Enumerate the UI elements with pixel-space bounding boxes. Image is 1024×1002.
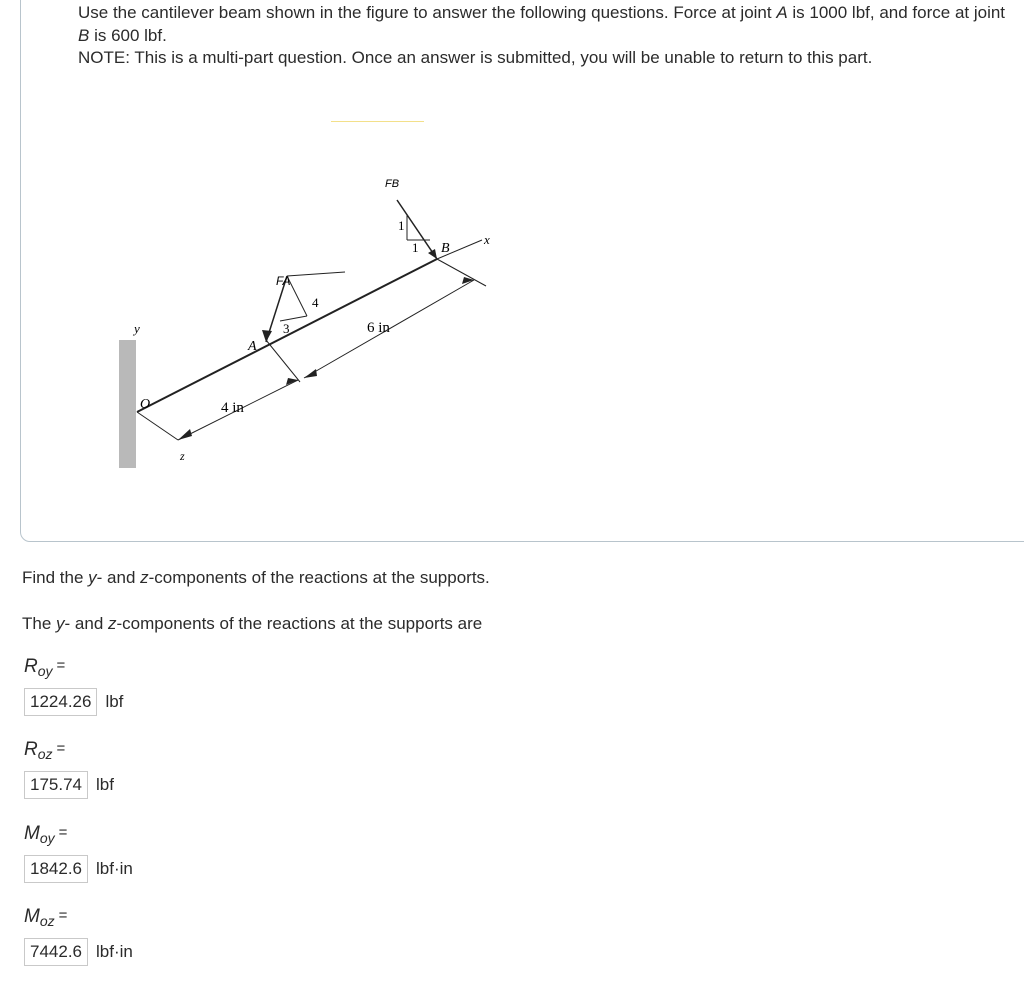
problem-statement — [78, 2, 1008, 70]
y-axis-label: y — [134, 321, 140, 336]
force-b-label: FB — [385, 178, 400, 190]
moz-input[interactable]: 7442.6 — [24, 938, 88, 966]
highlight-line — [331, 121, 424, 122]
cantilever-beam-figure — [100, 160, 520, 480]
origin-label: O — [140, 397, 151, 412]
joint-b-label: B — [441, 241, 450, 256]
wall-support — [119, 340, 136, 468]
roz-unit: lbf — [96, 775, 114, 794]
dimension-6in: 6 in — [367, 320, 390, 336]
roy-label: $R_{oy}$ = — [24, 656, 66, 679]
moz-label: $M_{oz}$ = — [24, 906, 68, 929]
dim-extension-b — [437, 259, 486, 286]
dim-extension-a — [266, 340, 300, 382]
roz-label: $R_{oz}$ = — [24, 739, 66, 762]
slope-3-label: 3 — [283, 321, 290, 336]
question-prompt: Find the y- and z-components of the reactions at the supports. — [22, 568, 490, 587]
z-axis — [137, 412, 178, 440]
slope-4-label: 4 — [312, 295, 319, 310]
slope-1-horizontal-label: 1 — [412, 240, 419, 255]
roy-unit: lbf — [105, 692, 124, 711]
moy-input[interactable]: 1842.6 — [24, 855, 88, 883]
dim-arrow-mid-left — [286, 378, 298, 385]
force-b-head — [428, 249, 437, 259]
dim-arrow-left — [178, 429, 192, 440]
slope-1-vertical-label: 1 — [398, 218, 405, 233]
moy-unit: lbf·in — [96, 859, 133, 878]
moz-unit: lbf·in — [96, 942, 133, 961]
problem-text: Use the cantilever beam shown in the figure to answer the following questions. Force at joint A is 1000 lbf, and force at joint B is 600 lbf. — [78, 3, 1006, 45]
dimension-4in: 4 in — [221, 400, 244, 416]
x-axis-label: x — [484, 232, 490, 247]
moz-answer-row — [24, 937, 133, 967]
force-a-top-tick — [287, 272, 345, 276]
moy-label: $M_{oy}$ = — [24, 823, 68, 846]
roy-answer-row — [24, 687, 123, 717]
dim-arrow-mid-right — [304, 369, 317, 378]
roz-answer-row — [24, 770, 114, 800]
force-a-label: FA — [276, 274, 291, 288]
note-text: NOTE: This is a multi-part question. Once an answer is submitted, you will be unable to return to this part. — [78, 48, 873, 67]
answer-intro: The y- and z-components of the reactions at the supports are — [22, 614, 483, 633]
roz-input[interactable]: 175.74 — [24, 771, 88, 799]
joint-a-label: A — [248, 339, 257, 354]
z-axis-label: z — [180, 449, 185, 463]
roy-input[interactable]: 1224.26 — [24, 688, 97, 716]
moy-answer-row — [24, 854, 133, 884]
